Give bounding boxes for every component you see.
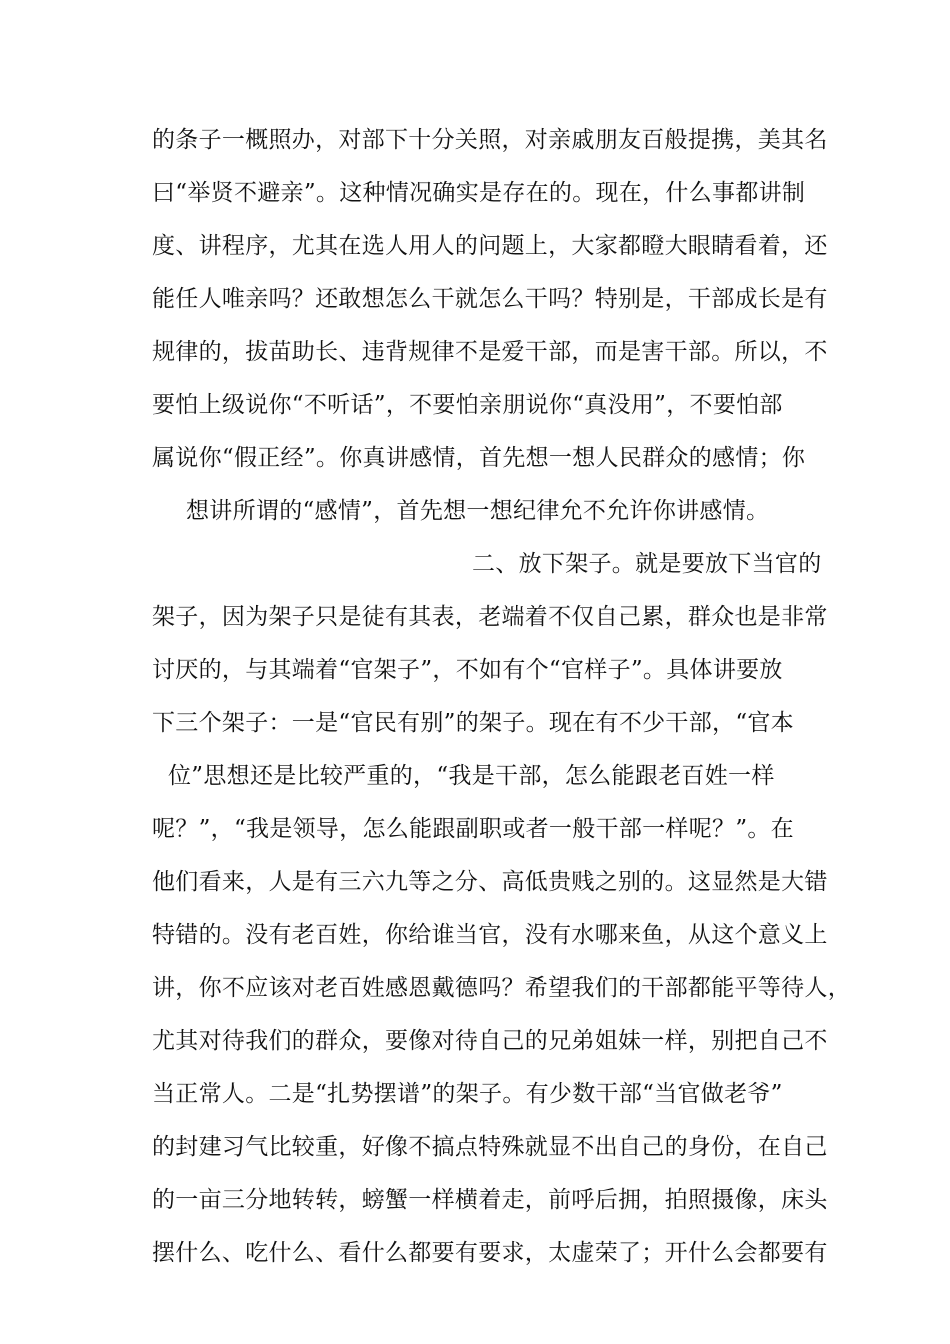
paragraph-line: 下三个架子：一是“官民有别”的架子。现在有不少干部，“官本 — [152, 710, 794, 736]
paragraph-line: 属说你“假正经”。你真讲感情，首先想一想人民群众的感情；你 — [152, 445, 806, 471]
paragraph-line: 当正常人。二是“扎势摆谱”的架子。有少数干部“当官做老爷” — [152, 1081, 783, 1107]
paragraph-line: 特错的。没有老百姓，你给谁当官，没有水哪来鱼，从这个意义上 — [152, 922, 828, 948]
paragraph-line: 讨厌的，与其端着“官架子”，不如有个“官样子”。具体讲要放 — [152, 657, 783, 683]
paragraph-line: 位”思想还是比较严重的，“我是干部，怎么能跟老百姓一样 — [168, 763, 775, 789]
paragraph-line: 的条子一概照办，对部下十分关照，对亲戚朋友百般提携，美其名 — [152, 127, 828, 153]
paragraph-line: 度、讲程序，尤其在选人用人的问题上，大家都瞪大眼睛看着，还 — [152, 233, 828, 259]
paragraph-line: 摆什么、吃什么、看什么都要有要求，太虚荣了；开什么会都要有 — [152, 1240, 828, 1266]
paragraph-line: 规律的，拔苗助长、违背规律不是爱干部，而是害干部。所以，不 — [152, 339, 828, 365]
paragraph-line: 能任人唯亲吗？还敢想怎么干就怎么干吗？特别是，干部成长是有 — [152, 286, 828, 312]
paragraph-line: 尤其对待我们的群众，要像对待自己的兄弟姐妹一样，别把自己不 — [152, 1028, 828, 1054]
paragraph-line: 要怕上级说你“不听话”，不要怕亲朋说你“真没用”，不要怕部 — [152, 392, 783, 418]
paragraph-line: 想讲所谓的“感情”，首先想一想纪律允不允许你讲感情。 — [186, 498, 770, 524]
paragraph-line: 呢？”，“我是领导，怎么能跟副职或者一般干部一样呢？”。在 — [152, 816, 794, 842]
paragraph-line: 讲，你不应该对老百姓感恩戴德吗？希望我们的干部都能平等待人， — [152, 975, 851, 1001]
paragraph-line: 的封建习气比较重，好像不搞点特殊就显不出自己的身份，在自己 — [152, 1134, 828, 1160]
paragraph-line: 的一亩三分地转转，螃蟹一样横着走，前呼后拥，拍照摄像，床头 — [152, 1187, 828, 1213]
paragraph-line: 曰“举贤不避亲”。这种情况确实是存在的。现在，什么事都讲制 — [152, 180, 806, 206]
paragraph-line: 他们看来，人是有三六九等之分、高低贵贱之别的。这显然是大错 — [152, 869, 828, 895]
paragraph-line: 架子，因为架子只是徒有其表，老端着不仅自己累，群众也是非常 — [152, 604, 828, 630]
section-heading-line: 二、放下架子。就是要放下当官的 — [472, 551, 822, 577]
